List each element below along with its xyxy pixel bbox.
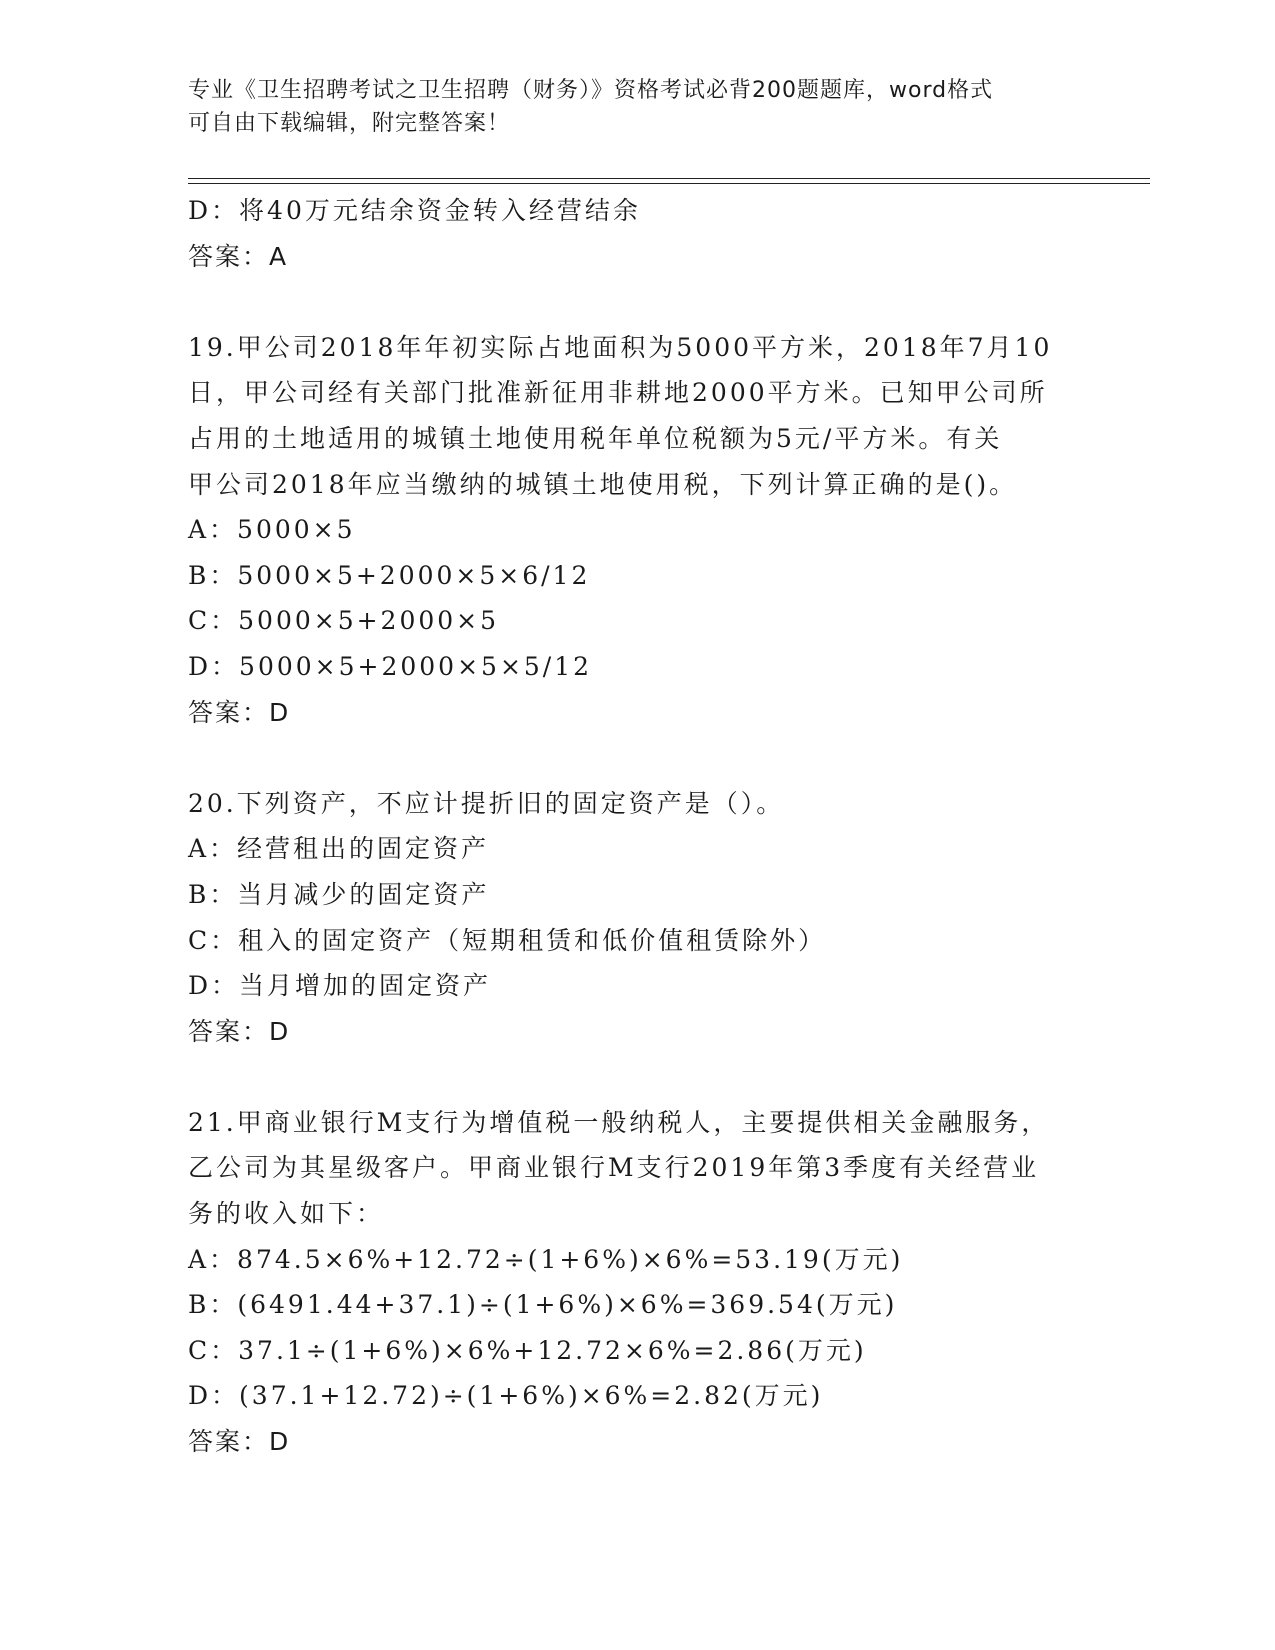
question-text-line: D：5000×5+2000×5×5/12 bbox=[188, 651, 593, 681]
header-divider-top bbox=[188, 178, 1150, 179]
question-text-line: B：(6491.44+37.1)÷(1+6%)×6%=369.54(万元) bbox=[188, 1290, 898, 1320]
answer-line: 答案：A bbox=[188, 241, 289, 271]
question-text-line: 乙公司为其星级客户。甲商业银行M支行2019年第3季度有关经营业 bbox=[188, 1153, 1040, 1183]
question-block bbox=[188, 325, 1088, 735]
block-spacer bbox=[188, 735, 1088, 781]
question-text-line: 占用的土地适用的城镇土地使用税年单位税额为5元/平方米。有关 bbox=[188, 423, 1003, 453]
question-text-line: A：经营租出的固定资产 bbox=[188, 834, 490, 864]
question-text-line: 务的收入如下： bbox=[188, 1199, 385, 1229]
question-text-line: D：(37.1+12.72)÷(1+6%)×6%=2.82(万元) bbox=[188, 1381, 824, 1411]
question-list bbox=[188, 188, 1088, 1465]
question-text-line: 20.下列资产，不应计提折旧的固定资产是（）。 bbox=[188, 788, 785, 818]
question-text-line: 甲公司2018年应当缴纳的城镇土地使用税，下列计算正确的是()。 bbox=[188, 469, 1018, 499]
answer-line: 答案：D bbox=[188, 697, 291, 727]
question-text-line: B：当月减少的固定资产 bbox=[188, 879, 490, 909]
header-divider-bottom bbox=[188, 183, 1150, 184]
question-block bbox=[188, 781, 1088, 1055]
question-text-line: D：当月增加的固定资产 bbox=[188, 971, 492, 1001]
question-text-line: A：5000×5 bbox=[188, 515, 356, 545]
question-text-line: A：874.5×6%+12.72÷(1+6%)×6%=53.19(万元) bbox=[188, 1244, 904, 1274]
page-header bbox=[188, 74, 1078, 140]
question-text-line: C：租入的固定资产（短期租赁和低价值租赁除外） bbox=[188, 925, 827, 955]
question-block bbox=[188, 188, 1088, 279]
question-block bbox=[188, 1100, 1088, 1465]
block-spacer bbox=[188, 279, 1088, 325]
answer-line: 答案：D bbox=[188, 1016, 291, 1046]
question-text-line: C：5000×5+2000×5 bbox=[188, 606, 500, 636]
answer-line: 答案：D bbox=[188, 1427, 291, 1457]
header-line-1: 专业《卫生招聘考试之卫生招聘（财务）》资格考试必背200题题库，word格式 bbox=[188, 78, 994, 103]
header-line-2: 可自由下载编辑，附完整答案！ bbox=[188, 111, 511, 136]
question-text-line: 19.甲公司2018年年初实际占地面积为5000平方米，2018年7月10 bbox=[188, 332, 1053, 362]
question-text-line: B：5000×5+2000×5×6/12 bbox=[188, 560, 591, 590]
question-text-line: 21.甲商业银行M支行为增值税一般纳税人，主要提供相关金融服务， bbox=[188, 1107, 1050, 1137]
question-text-line: 日，甲公司经有关部门批准新征用非耕地2000平方米。已知甲公司所 bbox=[188, 378, 1048, 408]
question-text-line: D：将40万元结余资金转入经营结余 bbox=[188, 196, 641, 225]
block-spacer bbox=[188, 1054, 1088, 1100]
question-text-line: C：37.1÷(1+6%)×6%+12.72×6%=2.86(万元) bbox=[188, 1335, 867, 1365]
